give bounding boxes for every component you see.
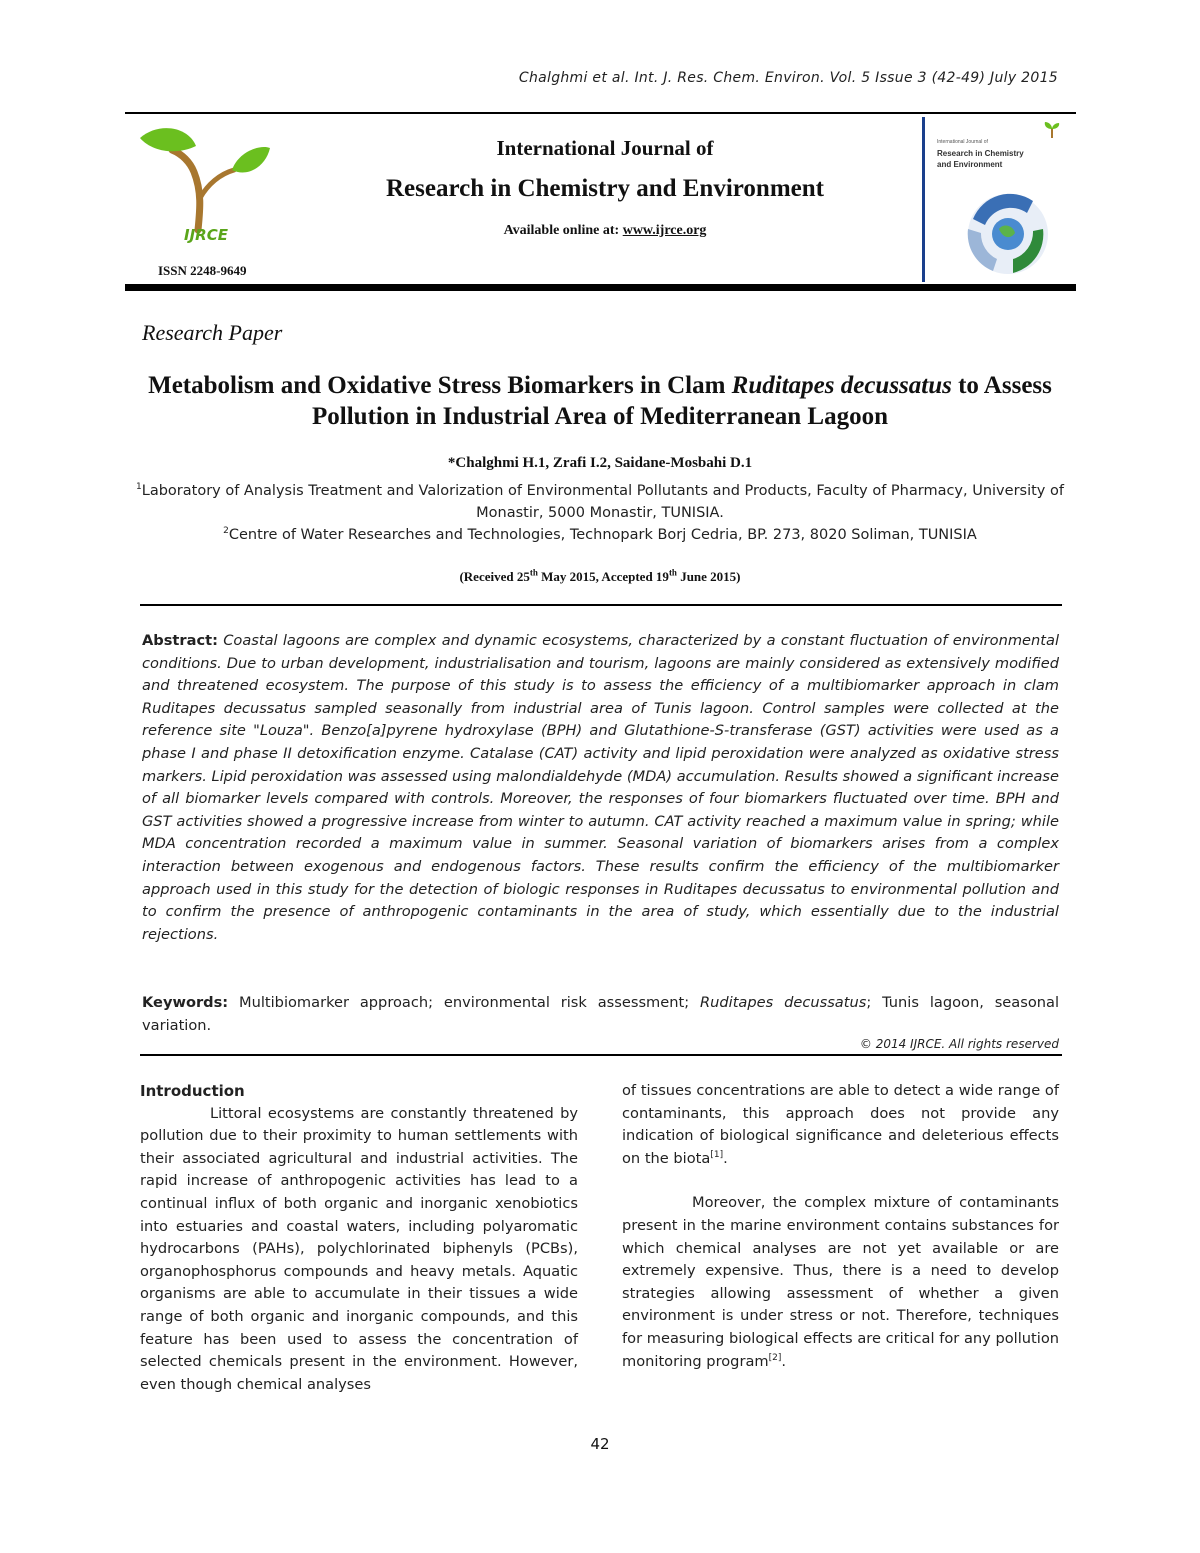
intro-paragraph-2-end: . [723, 1149, 728, 1167]
intro-paragraph-2-text: of tissues concentrations are able to detect a wide range of contaminants, this approach does not provide any indication of biological significance and deleterious effects on the biota [622, 1082, 1059, 1167]
intro-paragraph-3-text: Moreover, the complex mixture of contaminants present in the marine environment contains substances for which chemical analyses are not yet available or are extremely expensive. Thus, there is a need to develop strategies allowing assessment of whether a given environment is under stress or not. Therefore, techniques for measuring biological effects are critical for any pollution monitoring program [622, 1194, 1059, 1370]
abstract [142, 630, 1059, 946]
affiliation-1-text: Laboratory of Analysis Treatment and Valorization of Environmental Pollutants and Products, Faculty of Pharmacy, University of Monastir, 5000 Monastir, TUNISIA. [141, 483, 1064, 521]
affiliation-2-text: Centre of Water Researches and Technologies, Technopark Borj Cedria, BP. 273, 8020 Soliman, TUNISIA [228, 527, 977, 543]
header-rule-bottom [125, 284, 1076, 291]
intro-paragraph-3 [622, 1192, 1059, 1373]
page-number: 42 [590, 1435, 610, 1453]
title-part1: Metabolism and Oxidative Stress Biomarkers in Clam [148, 372, 732, 399]
journal-name-line1: International Journal of [496, 136, 714, 160]
cover-title-line3: and Environment [937, 160, 1003, 169]
issn: ISSN 2248-9649 [158, 263, 247, 278]
abstract-label: Abstract: [142, 632, 218, 649]
copyright: © 2014 IJRCE. All rights reserved [859, 1037, 1059, 1051]
received-sup-2: th [668, 567, 677, 578]
affiliation-1 [130, 480, 1070, 524]
title-species: Ruditapes decussatus [731, 372, 952, 399]
body-column-left [140, 1080, 578, 1396]
title-part2: to Assess Pollution in Industrial Area of Mediterranean Lagoon [312, 372, 1052, 430]
keywords-part1: Multibiomarker approach; environmental risk assessment; [228, 994, 700, 1011]
header-rule-top [125, 112, 1076, 114]
running-header: Chalghmi et al. Int. J. Res. Chem. Environ. Vol. 5 Issue 3 (42-49) July 2015 [518, 70, 1058, 86]
keywords [142, 992, 1059, 1037]
ijrce-logo [136, 120, 276, 248]
received-text-b: May 2015, Accepted 19 [537, 569, 669, 584]
logo-text: IJRCE [184, 226, 228, 244]
citation-2[interactable]: [2] [768, 1352, 782, 1363]
available-label: Available online at: [503, 223, 623, 238]
abstract-rule-top [140, 604, 1062, 606]
authors: *Chalghmi H.1, Zrafi I.2, Saidane-Mosbahi D.1 [447, 455, 753, 471]
cover-title-line2: Research in Chemistry [937, 149, 1024, 158]
body-column-right [622, 1080, 1059, 1373]
abstract-text: Coastal lagoons are complex and dynamic ecosystems, characterized by a constant fluctuation of environmental conditions. Due to urban development, industrialisation and tourism, lagoons are mainly considered as extensively modified and threatened ecosystem. The purpose of this study is to assess the efficiency of a multibiomarker approach in clam Ruditapes decussatus sampled seasonally from industrial area of Tunis lagoon. Control samples were collected at the reference site "Louza". Benzo[a]pyrene hydroxylase (BPH) and Glutathione-S-transferase (GST) activities were used as a phase I and phase II detoxification enzyme. Catalase (CAT) activity and lipid peroxidation were analyzed as oxidative stress markers. Lipid peroxidation was assessed using malondialdehyde (MDA) accumulation. Results showed a significant increase of all biomarker levels compared with controls. Moreover, the responses of four biomarkers fluctuated over time. BPH and GST activities showed a progressive increase from winter to autumn. CAT activity reached a maximum value in spring; while MDA concentration recorded a maximum value in summer. Seasonal variation of biomarkers arises from a complex interaction between exogenous and endogenous factors. These results confirm the efficiency of the multibiomarker approach used in this study for the detection of biologic responses in Ruditapes decussatus to environmental pollution and to confirm the presence of anthropogenic contaminants in the area of study, which essentially due to the industrial rejections. [142, 632, 1059, 943]
cover-recycle-art-icon [953, 189, 1063, 279]
received-text-a: (Received 25 [459, 569, 530, 584]
affiliation-1-marker: 1 [136, 482, 142, 493]
received-text-c: June 2015) [676, 569, 741, 584]
affiliation-2-marker: 2 [223, 526, 229, 537]
abstract-rule-bottom [140, 1054, 1062, 1056]
journal-cover [922, 117, 1071, 282]
keywords-label: Keywords: [142, 994, 229, 1011]
keywords-species: Ruditapes decussatus [700, 994, 867, 1011]
article-type: Research Paper [142, 320, 283, 345]
journal-website-link[interactable]: www.ijrce.org [622, 223, 707, 238]
cover-title-line1: International Journal of [937, 139, 988, 145]
journal-name-line2: Research in Chemistry and Environment [386, 175, 824, 202]
intro-paragraph-2 [622, 1080, 1059, 1170]
section-heading-introduction: Introduction [140, 1082, 245, 1100]
cover-title [937, 137, 1067, 170]
citation-1[interactable]: [1] [710, 1149, 724, 1160]
paragraph-gap [622, 1170, 1059, 1192]
received-sup-1: th [529, 567, 538, 578]
received-dates [140, 569, 1060, 585]
affiliation-2 [130, 524, 1070, 546]
keywords-part2: ; Tunis lagoon, seasonal variation. [142, 994, 1060, 1034]
available-online [360, 223, 850, 239]
intro-paragraph-3-end: . [781, 1352, 786, 1370]
article-title [130, 370, 1070, 432]
intro-paragraph-1: Littoral ecosystems are constantly threatened by pollution due to their proximity to human settlements with their associated agricultural and industrial activities. The rapid increase of anthropogenic activities has lead to a continual influx of both organic and inorganic xenobiotics into estuaries and coastal waters, including polyaromatic hydrocarbons (PAHs), polychlorinated biphenyls (PCBs), organophosphorus compounds and heavy metals. Aquatic organisms are able to accumulate in their tissues a wide range of both organic and inorganic compounds, and this feature has been used to assess the concentration of selected chemicals present in the environment. However, even though chemical analyses [140, 1104, 578, 1393]
